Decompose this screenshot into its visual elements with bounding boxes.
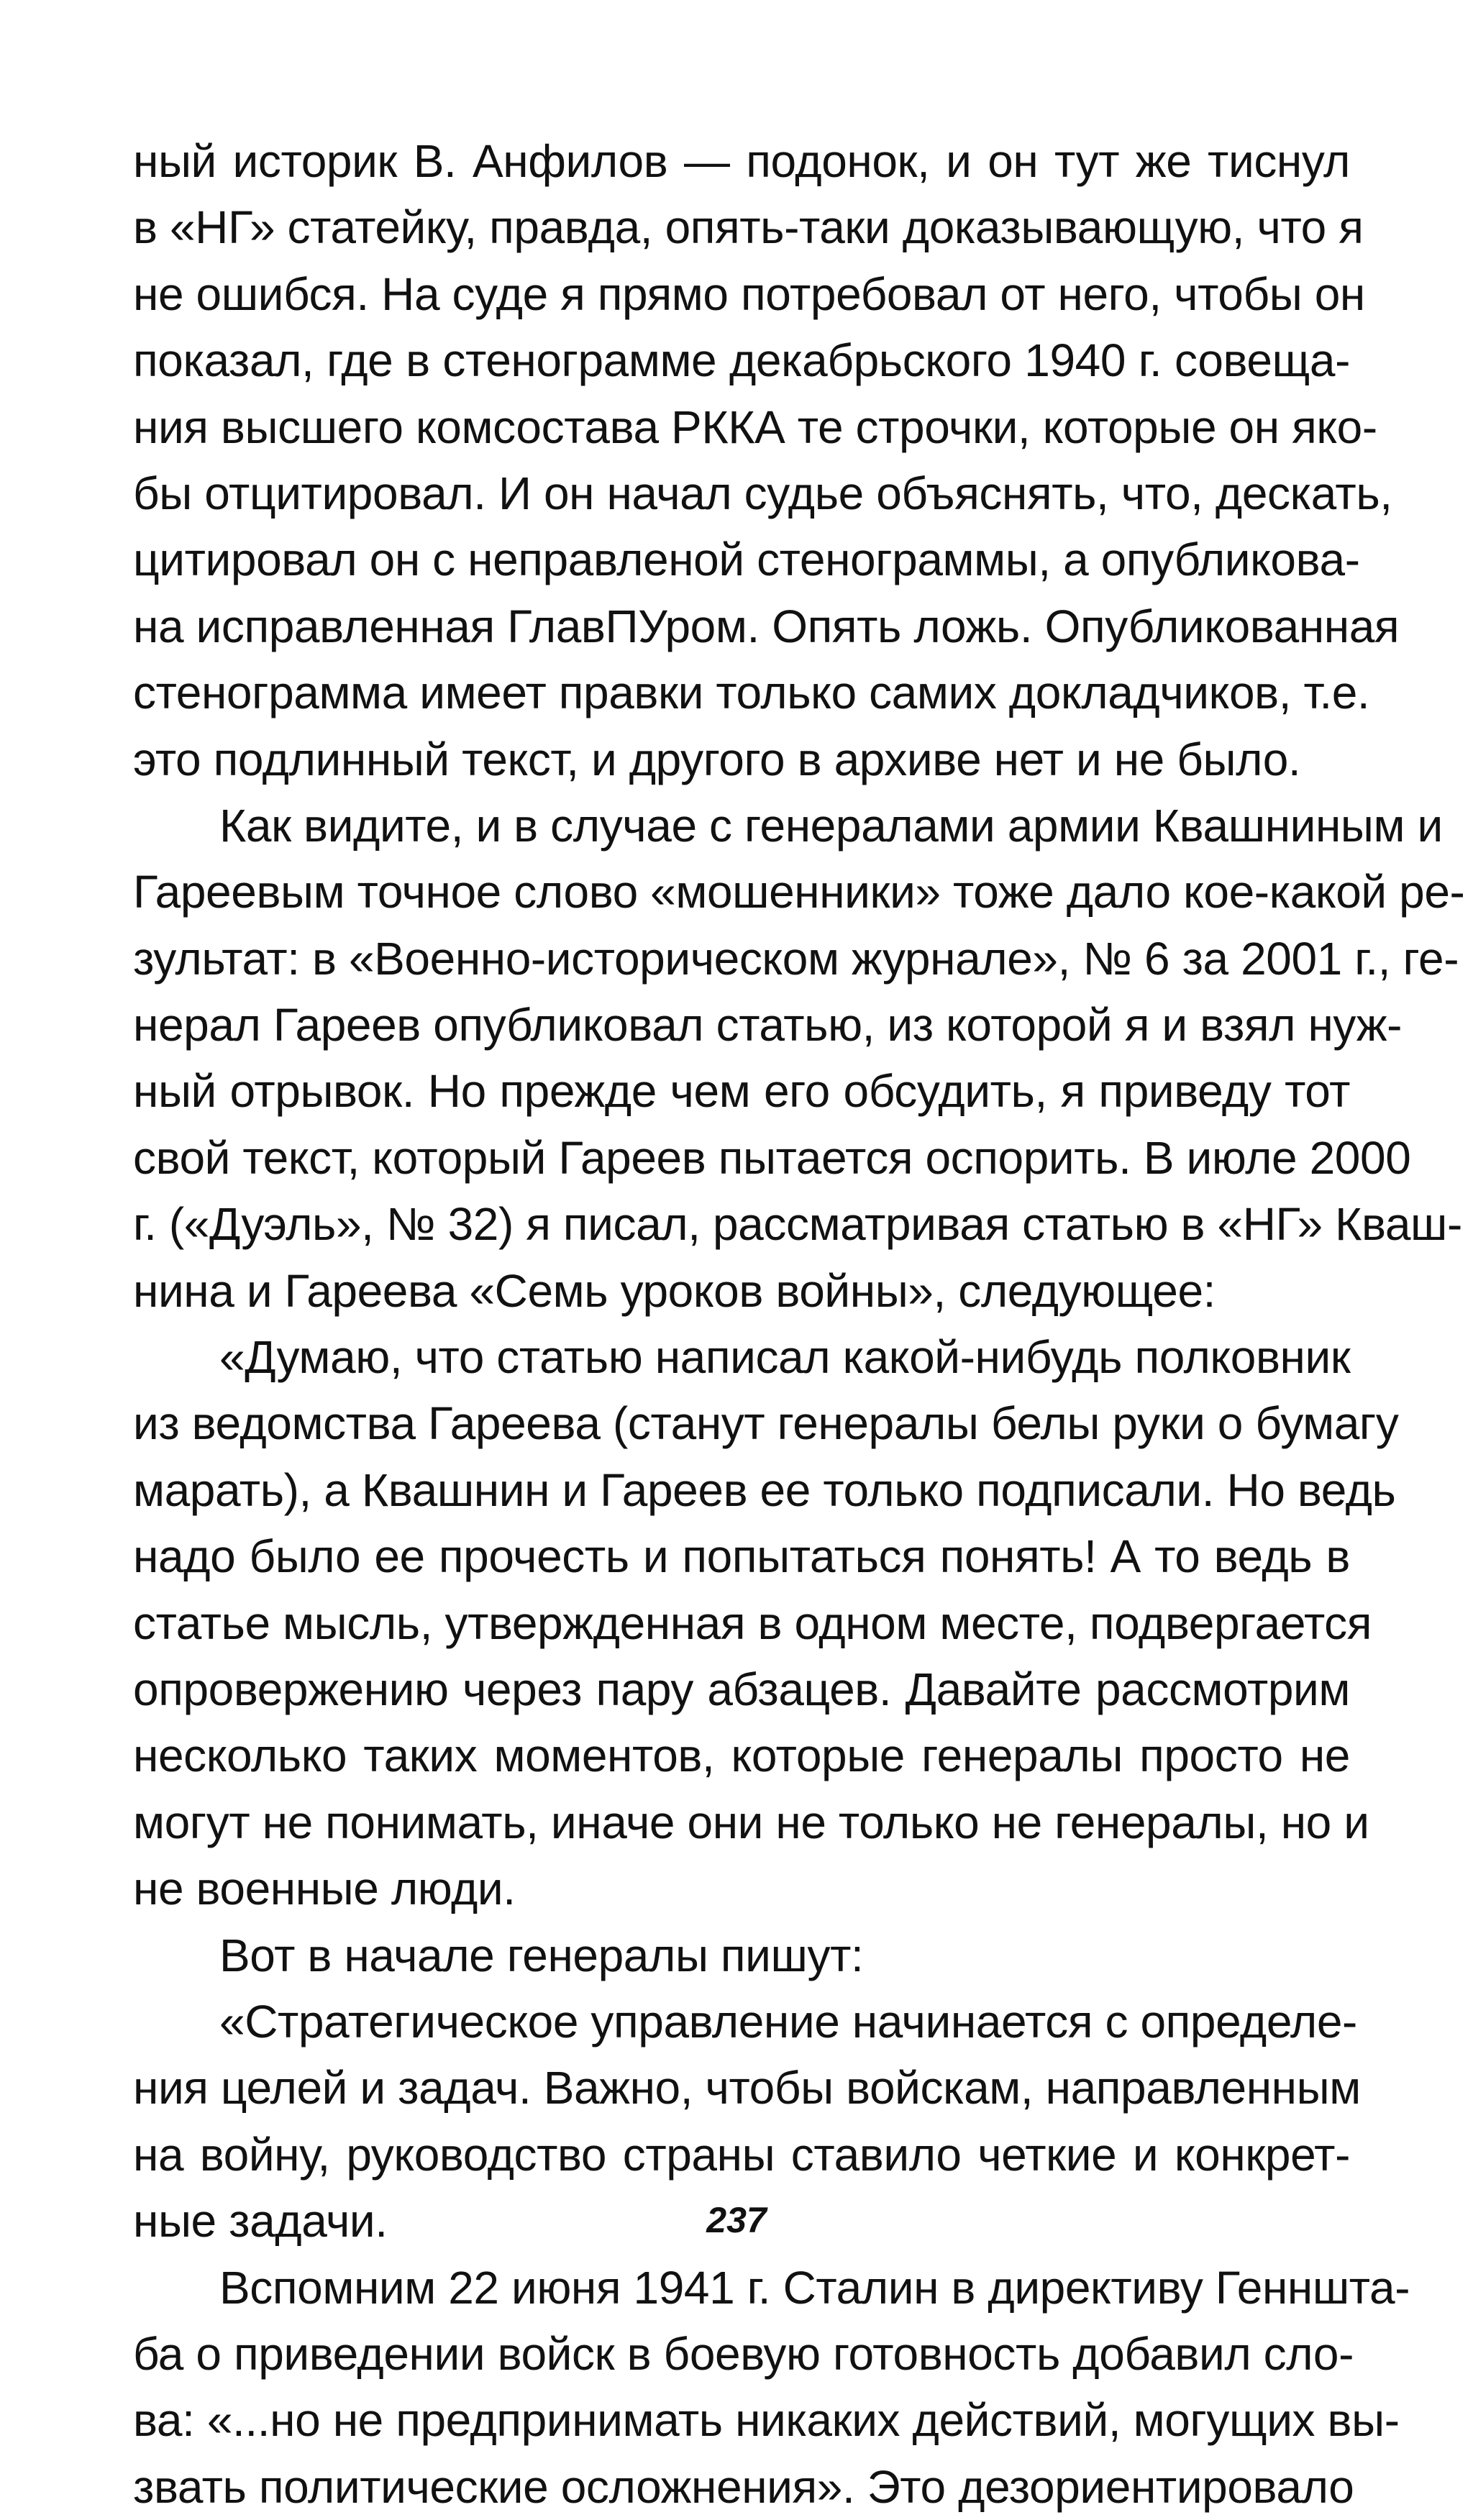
text-line: могут не понимать, иначе они не только не генералы, но и (133, 1796, 1369, 1848)
text-line: из ведомства Гареева (станут генералы белы руки о бумагу (133, 1397, 1399, 1450)
text-line: свой текст, который Гареев пытается оспорить. В июле 2000 (133, 1131, 1411, 1184)
text-line: ба о приведении войск в боевую готовность добавил сло- (133, 2327, 1354, 2380)
text-line: на исправленная ГлавПУром. Опять ложь. Опубликованная (133, 600, 1400, 652)
text-line: не ошибся. На суде я прямо потребовал от него, чтобы он (133, 268, 1365, 320)
text-line: Вот в начале генералы пишут: (219, 1929, 864, 1981)
text-line: «Стратегическое управление начинается с определе- (219, 1995, 1357, 2048)
text-line: г. («Дуэль», № 32) я писал, рассматривая статью в «НГ» Кваш- (133, 1198, 1462, 1251)
text-line: несколько таких моментов, которые генералы просто не (133, 1730, 1350, 1782)
text-line: не военные люди. (133, 1863, 516, 1915)
text-line: ный отрывок. Но прежде чем его обсудить, я приведу тот (133, 1065, 1350, 1118)
text-line: это подлинный текст, и другого в архиве нет и не было. (133, 733, 1301, 785)
text-line: ный историк В. Анфилов — подонок, и он тут же тиснул (133, 135, 1350, 187)
text-line: «Думаю, что статью написал какой-нибудь полковник (219, 1331, 1351, 1384)
text-line: Вспомним 22 июня 1941 г. Сталин в директиву Генншта- (219, 2261, 1410, 2314)
text-line: нерал Гареев опубликовал статью, из которой я и взял нуж- (133, 999, 1403, 1051)
body-text (133, 128, 1465, 2520)
text-line: ва: «...но не предпринимать никаких действий, могущих вы- (133, 2394, 1400, 2447)
text-line: марать), а Квашнин и Гареев ее только подписали. Но ведь (133, 1464, 1396, 1516)
text-line: ния высшего комсостава РККА те строчки, которые он яко- (133, 401, 1377, 453)
text-line: ния целей и задач. Важно, чтобы войскам, направленным (133, 2062, 1361, 2114)
text-line: статье мысль, утвержденная в одном месте, подвергается (133, 1597, 1372, 1649)
text-line: бы отцитировал. И он начал судье объяснять, что, дескать, (133, 467, 1392, 519)
text-line: на войну, руководство страны ставило четкие и конкрет- (133, 2128, 1350, 2181)
text-line: ные задачи. (133, 2195, 388, 2247)
text-line: в «НГ» статейку, правда, опять-таки доказывающую, что я (133, 201, 1364, 254)
page-number: 237 (706, 2200, 767, 2240)
text-line: звать политические осложнения». Это дезориентировало (133, 2460, 1354, 2513)
text-line: зультат: в «Военно-историческом журнале», № 6 за 2001 г., ге- (133, 932, 1459, 985)
text-line: показал, где в стенограмме декабрьского 1940 г. совеща- (133, 334, 1350, 387)
text-line: стенограмма имеет правки только самих докладчиков, т.е. (133, 667, 1370, 719)
text-line: нина и Гареева «Семь уроков войны», следующее: (133, 1264, 1216, 1317)
text-line: Гареевым точное слово «мошенники» тоже дало кое-какой ре- (133, 866, 1465, 918)
text-line: надо было ее прочесть и попытаться понять! А то ведь в (133, 1530, 1350, 1583)
text-line: опровержению через пару абзацев. Давайте рассмотрим (133, 1663, 1350, 1715)
text-line: цитировал он с неправленой стенограммы, а опубликова- (133, 534, 1360, 586)
text-line: Как видите, и в случае с генералами армии Квашниным и (219, 799, 1443, 852)
